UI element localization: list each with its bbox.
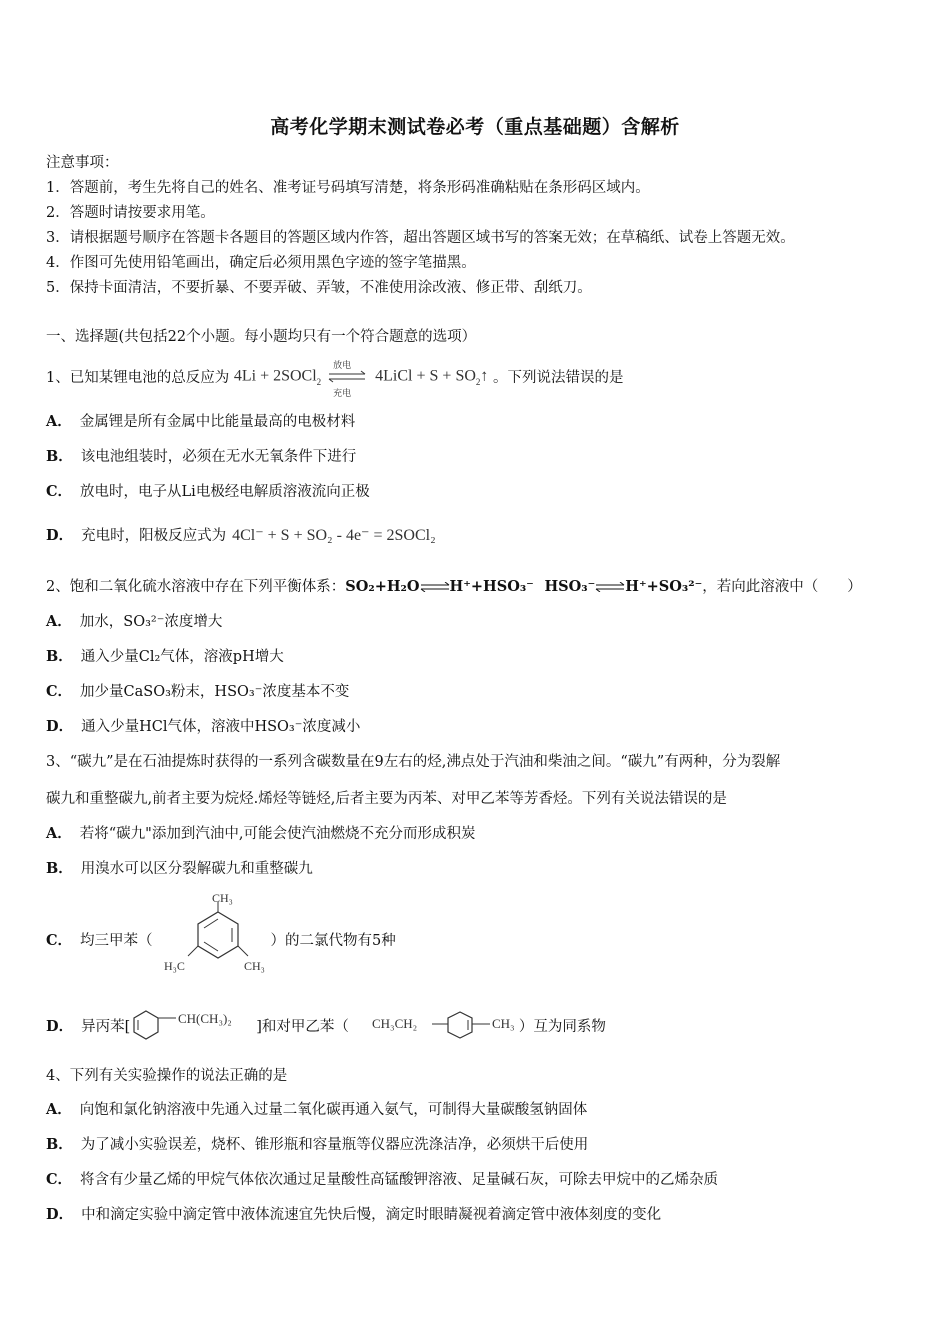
q2-eq2-left: HSO₃⁻ <box>544 578 596 595</box>
q4-option-c-label: C． <box>46 1171 73 1188</box>
equilibrium-arrow-icon <box>420 582 450 592</box>
q2-eq1-left: SO₂+H₂O <box>345 578 420 595</box>
q2-option-a-text: 加水，SO₃²⁻浓度增大 <box>79 614 223 630</box>
q3-option-d-text-a: 异丙苯[ <box>81 1019 131 1035</box>
q3-option-c-text-a: 均三甲苯（ <box>80 933 153 949</box>
q1-eq-left-sub: 2 <box>316 376 322 387</box>
note-item-2: 2．答题时请按要求用笔。 <box>46 205 215 221</box>
cumene-structure <box>128 1003 262 1043</box>
q4-option-d <box>46 1205 661 1225</box>
equilibrium-arrow-icon <box>595 582 625 592</box>
ethyl-group: CH₃CH₂ <box>372 1016 418 1031</box>
notes-heading: 注意事项： <box>46 155 119 171</box>
q2-option-b <box>46 647 284 667</box>
q2-option-c <box>46 682 349 702</box>
q3-option-d-label: D． <box>46 1018 74 1035</box>
q4-option-a <box>46 1100 587 1120</box>
q2-option-b-label: B． <box>46 648 73 665</box>
q1-reversible-arrow <box>325 360 371 398</box>
q1-stem-tail: 。下列说法错误的是 <box>493 369 624 386</box>
q1-option-d-label: D． <box>46 527 74 544</box>
cumene-group: CH(CH₃)₂ <box>178 1011 232 1026</box>
q3-option-a-label: A． <box>46 825 72 842</box>
q1-option-c-label: C． <box>46 483 73 500</box>
q2-option-d-text: 通入少量HCl气体，溶液中HSO₃⁻浓度减小 <box>81 719 361 735</box>
q1-arrow-top: 放电 <box>333 360 352 370</box>
q3-option-a-text: 若将“碳九"添加到汽油中,可能会使汽油燃烧不充分而形成积炭 <box>79 826 476 842</box>
q4-option-d-text: 中和滴定实验中滴定管中液体流速宜先快后慢，滴定时眼睛凝视着滴定管中液体刻度的变化 <box>81 1207 662 1223</box>
note-item-5: 5．保持卡面清洁，不要折暴、不要弄破、弄皱，不准使用涂改液、修正带、刮纸刀。 <box>46 280 592 296</box>
q2-eq2-right: H⁺+SO₃²⁻ <box>625 578 703 595</box>
p-ethyltoluene-structure <box>370 1006 540 1042</box>
q4-option-a-text: 向饱和氯化钠溶液中先通入过量二氧化碳再通入氨气，可制得大量碳酸氢钠固体 <box>79 1102 588 1118</box>
q1-option-b-text: 该电池组装时，必须在无水无氧条件下进行 <box>80 449 357 465</box>
q1-arrow-bottom: 充电 <box>333 388 352 398</box>
q1-option-a-text: 金属锂是所有金属中比能量最高的电极材料 <box>79 414 356 430</box>
page-title: 高考化学期末测试卷必考（重点基础题）含解析 <box>270 116 680 138</box>
q2-stem <box>46 577 862 597</box>
q1-stem-text: 1、已知某锂电池的总反应为 <box>46 369 230 386</box>
q1-option-d-formula: 4Cl⁻ + S + SO₂ - 4e⁻ = 2SOCl₂ <box>232 527 436 544</box>
q1-stem <box>46 360 624 398</box>
q4-option-a-label: A． <box>46 1101 72 1118</box>
q1-option-b-label: B． <box>46 448 73 465</box>
q2-option-a <box>46 612 222 632</box>
q1-eq-left: 4Li + 2SOCl <box>233 367 317 385</box>
q4-option-d-label: D． <box>46 1206 74 1223</box>
q3-option-b-text: 用溴水可以区分裂解碳九和重整碳九 <box>80 861 313 877</box>
q2-option-b-text: 通入少量Cl₂气体，溶液pH增大 <box>80 649 284 665</box>
q3-stem-line-1: 3、“碳九”是在石油提炼时获得的一系列含碳数量在9左右的烃,沸点处于汽油和柴油之间。“碳九”有两种，分为裂解 <box>46 754 781 770</box>
q4-option-b <box>46 1135 588 1155</box>
note-item-1: 1．答题前，考生先将自己的姓名、准考证号码填写清楚，将条形码准确粘贴在条形码区域内。 <box>46 180 650 196</box>
q1-option-d-text: 充电时，阳极反应式为 <box>81 528 227 544</box>
q1-option-b <box>46 447 356 467</box>
q4-option-c-text: 将含有少量乙烯的甲烷气体依次通过足量酸性高锰酸钾溶液、足量碱石灰，可除去甲烷中的乙烯杂质 <box>80 1172 719 1188</box>
q2-stem-tail: ，若向此溶液中（ ） <box>702 579 862 595</box>
q2-option-a-label: A． <box>46 613 72 630</box>
q1-eq-right: 4LiCl + S + SO <box>375 367 476 385</box>
q3-stem-line-2: 碳九和重整碳九,前者主要为烷烃.烯烃等链烃,后者主要为丙苯、对甲乙苯等芳香烃。下列有关说法错误的是 <box>46 791 727 807</box>
q1-option-a <box>46 412 355 432</box>
q2-option-c-label: C． <box>46 683 73 700</box>
q2-stem-text: 2、饱和二氧化硫水溶液中存在下列平衡体系： <box>46 579 346 595</box>
section-heading: 一、选择题(共包括22个小题。每小题均只有一个符合题意的选项） <box>46 329 477 345</box>
note-item-3: 3．请根据题号顺序在答题卡各题目的答题区域内作答，超出答题区域书写的答案无效；在草稿纸、试卷上答题无效。 <box>46 230 795 246</box>
q4-option-b-label: B． <box>46 1136 73 1153</box>
methyl-group: CH₃ <box>492 1016 515 1031</box>
q3-option-d-text-b: ]和对甲乙苯（ <box>256 1019 349 1035</box>
q4-option-b-text: 为了减小实验误差，烧杯、锥形瓶和容量瓶等仪器应洗涤洁净，必须烘干后使用 <box>80 1137 589 1153</box>
q2-option-d-label: D． <box>46 718 74 735</box>
q1-equation: 4Li + 2SOCl$_2$ 放电 充电 4LiCl + $S + SO_2↑$ <box>234 364 489 392</box>
q1-option-c <box>46 482 370 502</box>
mesitylene-ch3-top: CH₃ <box>212 891 233 905</box>
q1-eq-right-sub: 2 <box>475 376 481 387</box>
mesitylene-ch3-right: CH₃ <box>244 959 265 973</box>
q1-option-c-text: 放电时，电子从Li电极经电解质溶液流向正极 <box>80 484 370 500</box>
q1-option-d <box>46 526 436 546</box>
q1-arrow-icon <box>325 370 371 384</box>
q2-option-c-text: 加少量CaSO₃粉末，HSO₃⁻浓度基本不变 <box>80 684 350 700</box>
q4-option-c <box>46 1170 718 1190</box>
q3-option-b-label: B． <box>46 860 73 877</box>
q2-option-d <box>46 717 360 737</box>
mesitylene-structure <box>160 890 278 980</box>
q2-eq1-right: H⁺+HSO₃⁻ <box>449 578 534 595</box>
q3-option-a <box>46 824 475 844</box>
note-item-4: 4．作图可先使用铅笔画出，确定后必须用黑色字迹的签字笔描黑。 <box>46 255 476 271</box>
q1-option-a-label: A． <box>46 413 72 430</box>
q3-option-d-text-c: ）互为同系物 <box>518 1019 606 1035</box>
q4-stem: 4、下列有关实验操作的说法正确的是 <box>46 1068 288 1084</box>
q3-option-c-label: C． <box>46 932 73 949</box>
q3-option-b <box>46 859 313 879</box>
q3-option-c-text-b: ）的二氯代物有5种 <box>270 933 396 949</box>
mesitylene-ch3-left: H₃C <box>164 959 185 973</box>
